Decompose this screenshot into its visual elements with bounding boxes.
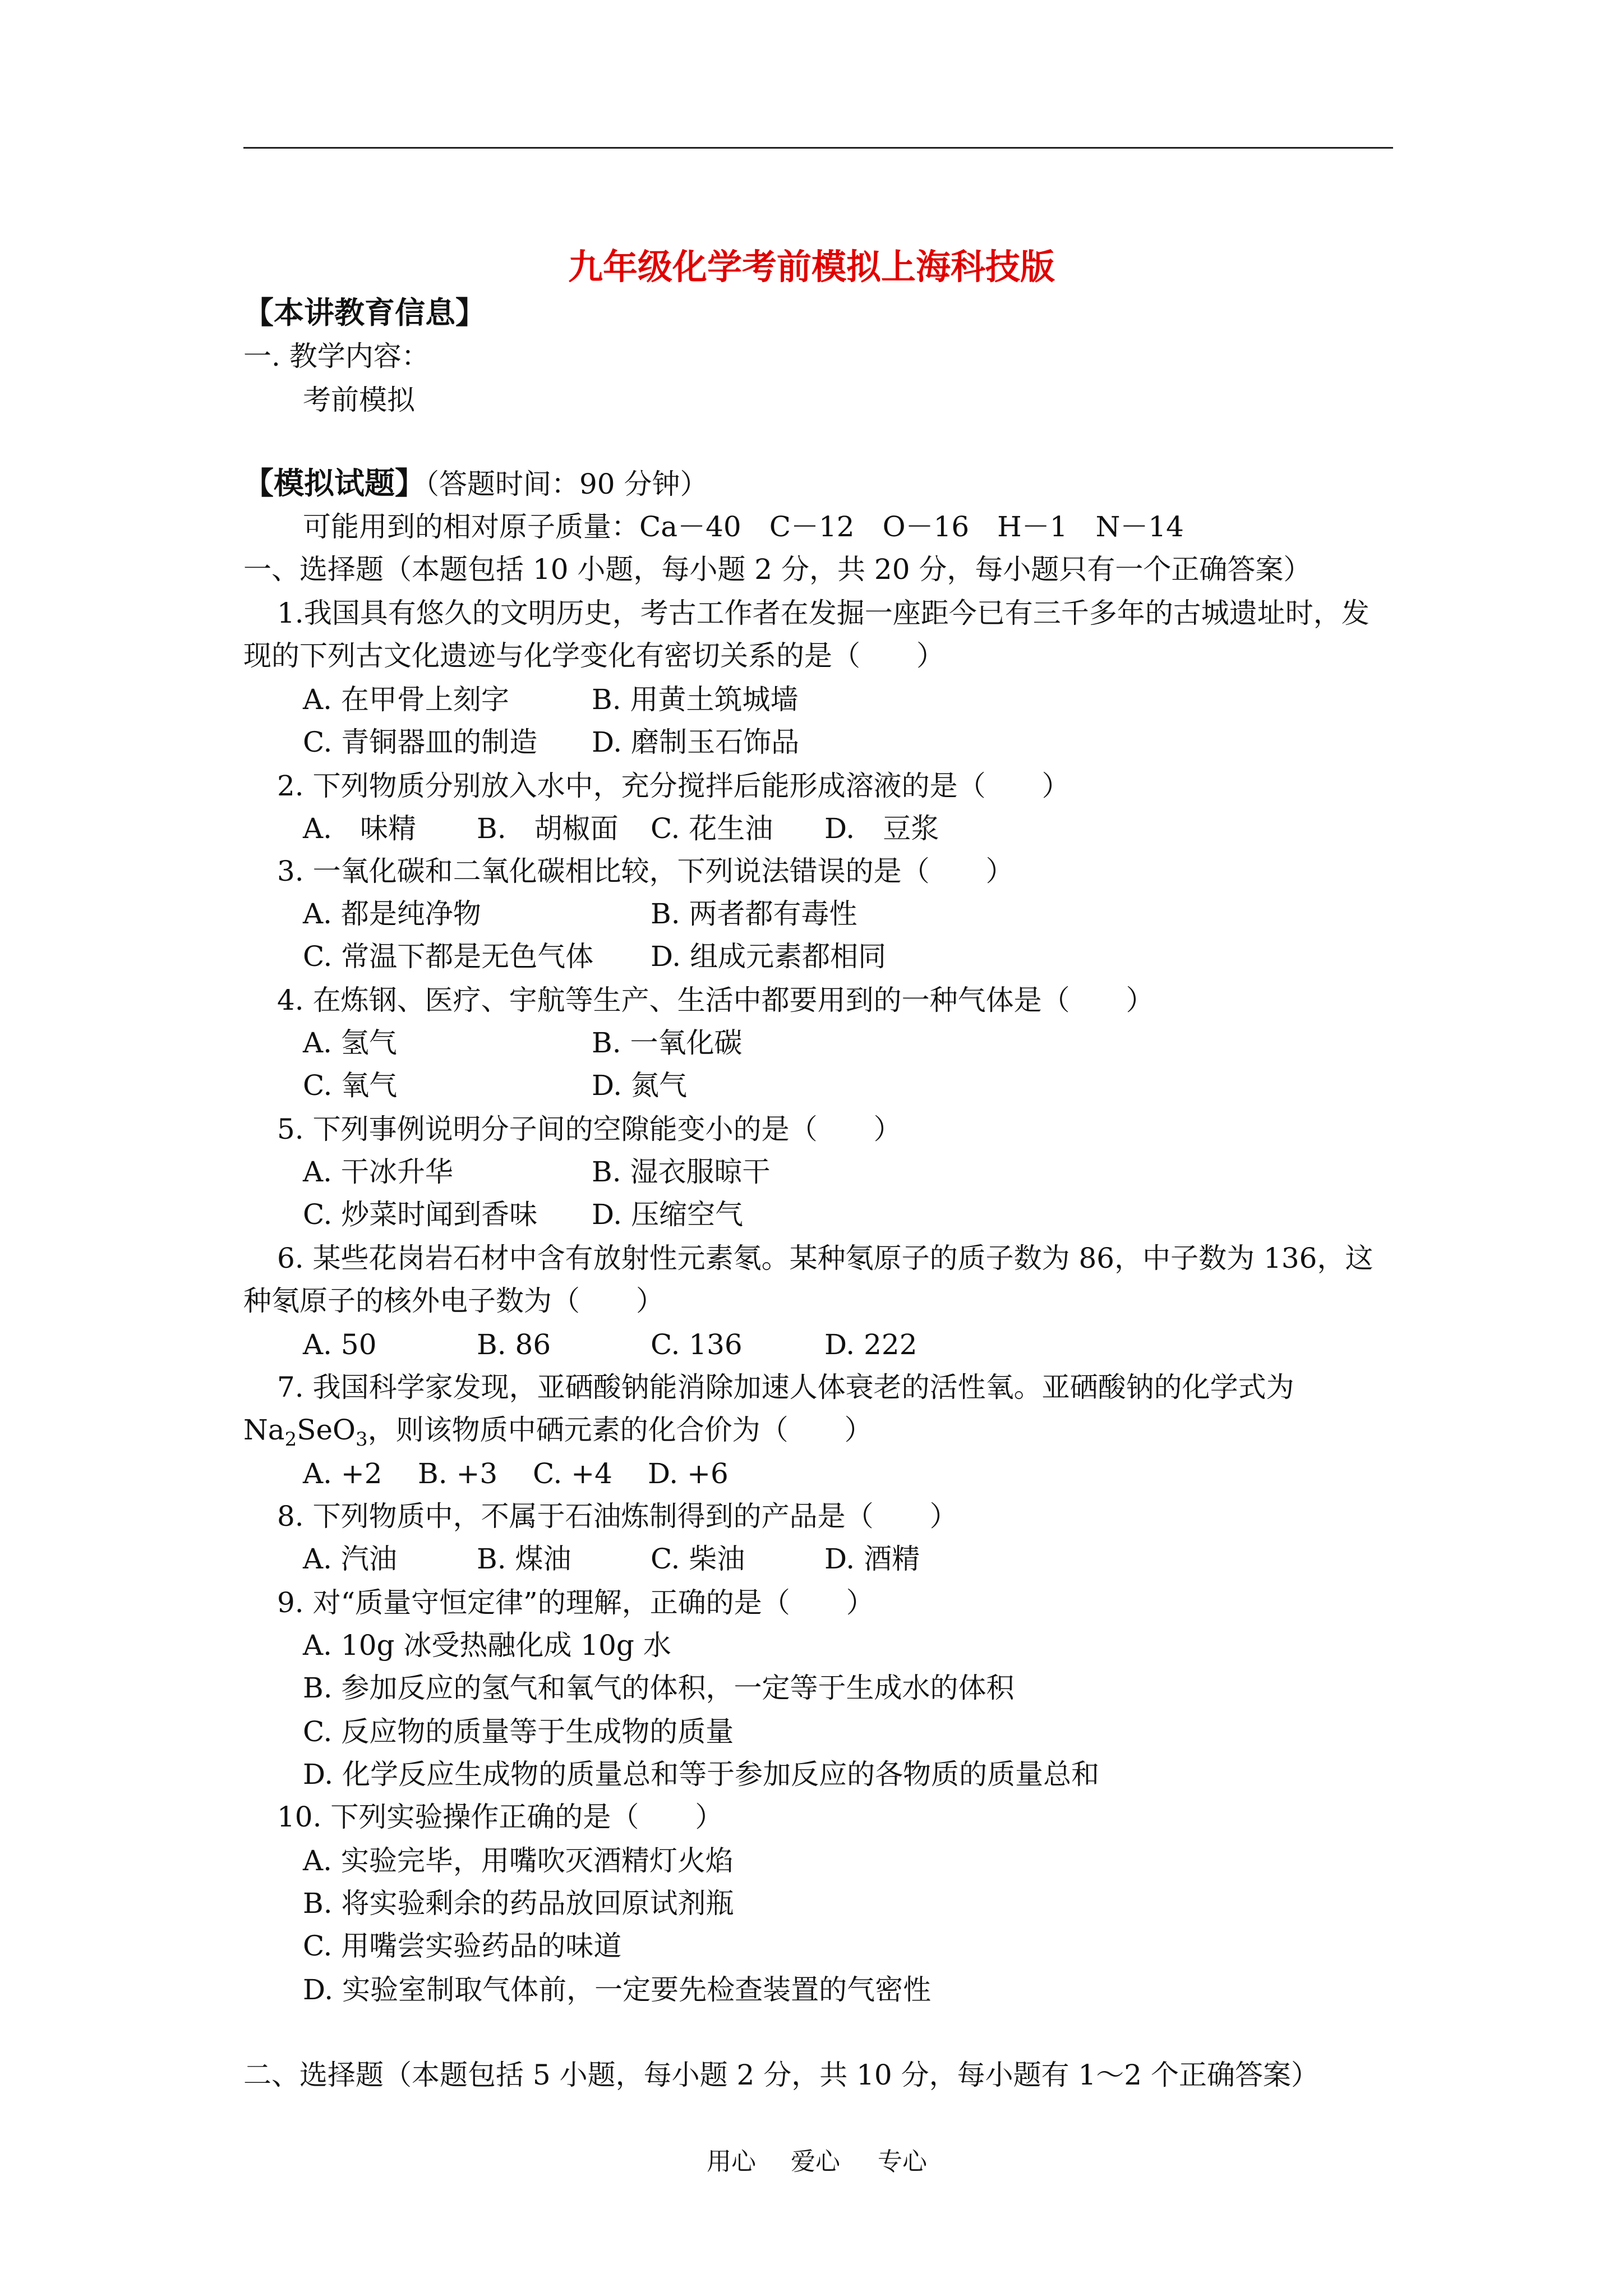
option-c: C. 反应物的质量等于生成物的质量 [303,1715,734,1748]
question-8: 8. 下列物质中，不属于石油炼制得到的产品是（ ） [277,1500,958,1533]
question-10: 10. 下列实验操作正确的是（ ） [277,1801,723,1833]
option-c: C. 青铜器皿的制造 [303,726,538,758]
question-1-options-row-2 [303,723,1368,762]
content-value: 考前模拟 [303,384,415,416]
option-d: D. 磨制玉石饰品 [592,726,800,758]
atomic-masses: 可能用到的相对原子质量：Ca－40 C－12 O－16 H－1 N－14 [303,510,1184,543]
option-c: C. 136 [651,1328,743,1361]
option-c: C. 炒菜时闻到香味 [303,1198,538,1231]
option-a: A. 都是纯净物 [303,898,481,930]
question-7-options [303,1454,1368,1493]
question-4: 4. 在炼钢、医疗、宇航等生产、生活中都要用到的一种气体是（ ） [277,984,1154,1016]
formula-seo: SeO [297,1414,356,1446]
option-d: D. 酒精 [824,1543,920,1575]
question-3: 3. 一氧化碳和二氧化碳相比较，下列说法错误的是（ ） [277,855,1014,887]
option-c: C. 用嘴尝实验药品的味道 [303,1930,622,1962]
content-label: 一. 教学内容： [243,340,430,372]
option-c: C. +4 [533,1457,612,1490]
option-b: B. 用黄土筑城墙 [592,683,799,716]
formula-subscript-3: 3 [356,1428,368,1451]
option-a: A. 干冰升华 [303,1156,453,1188]
question-2-options [303,809,1368,848]
formula-subscript-2: 2 [284,1428,297,1451]
option-a: A. 味精 [303,812,417,845]
option-b: B. 两者都有毒性 [651,898,857,930]
option-b: B. 湿衣服晾干 [592,1156,771,1188]
option-d: D. 组成元素都相同 [651,940,887,973]
question-2: 2. 下列物质分别放入水中，充分搅拌后能形成溶液的是（ ） [277,770,1070,802]
option-a: A. 50 [303,1328,377,1361]
sim-time: （答题时间：90 分钟） [425,468,708,500]
option-d: D. 222 [824,1328,917,1361]
sim-header [243,463,708,504]
section1-heading: 一、选择题（本题包括 10 小题，每小题 2 分，共 20 分，每小题只有一个正确答案） [243,553,1312,586]
question-4-options-row-1 [303,1023,1368,1062]
option-a: A. +2 [303,1457,382,1490]
option-b: B. 一氧化碳 [592,1027,743,1059]
option-d: D. +6 [648,1457,728,1490]
option-b: B. +3 [418,1457,498,1490]
footer-text-3: 专心 [878,2147,927,2176]
sim-heading: 【模拟试题】 [243,465,425,501]
question-6-line-2: 种氡原子的核外电子数为（ ） [243,1285,664,1317]
option-d: D. 压缩空气 [592,1198,744,1231]
option-a: A. 汽油 [303,1543,397,1575]
option-a: A. 氢气 [303,1027,397,1059]
footer-text-2: 爱心 [791,2147,840,2176]
document-title: 九年级化学考前模拟上海科技版 [568,246,1055,287]
question-7-text: ，则该物质中硒元素的化合价为（ ） [367,1414,873,1446]
option-a: A. 实验完毕，用嘴吹灭酒精灯火焰 [303,1844,734,1877]
question-7-line-1: 7. 我国科学家发现，亚硒酸钠能消除加速人体衰老的活性氧。亚硒酸钠的化学式为 [277,1371,1294,1404]
question-3-options-row-2 [303,937,1368,976]
question-6-options [303,1325,1368,1364]
question-7-line-2 [243,1410,873,1459]
option-c: C. 氧气 [303,1069,398,1102]
question-1-line-1: 1.我国具有悠久的文明历史，考古工作者在发掘一座距今已有三千多年的古城遗址时，发 [277,597,1370,629]
option-c: C. 柴油 [651,1543,745,1575]
info-heading: 【本讲教育信息】 [243,295,486,330]
question-1-line-2: 现的下列古文化遗迹与化学变化有密切关系的是（ ） [243,639,944,672]
footer-text-1: 用心 [707,2147,756,2176]
option-a: A. 10g 冰受热融化成 10g 水 [303,1629,671,1662]
question-9: 9. 对“质量守恒定律”的理解，正确的是（ ） [277,1586,874,1619]
option-d: D. 实验室制取气体前，一定要先检查装置的气密性 [303,1973,932,2006]
question-5-options-row-2 [303,1195,1368,1234]
question-5-options-row-1 [303,1152,1368,1191]
question-3-options-row-1 [303,894,1368,933]
option-b: B. 86 [477,1328,551,1361]
header-rule [243,147,1393,149]
question-6-line-1: 6. 某些花岗岩石材中含有放射性元素氡。某种氡原子的质子数为 86，中子数为 136，这 [277,1242,1373,1274]
question-8-options [303,1539,1368,1579]
question-5: 5. 下列事例说明分子间的空隙能变小的是（ ） [277,1113,902,1145]
option-d: D. 化学反应生成物的质量总和等于参加反应的各物质的质量总和 [303,1758,1100,1791]
question-4-options-row-2 [303,1066,1368,1105]
option-b: B. 参加反应的氢气和氧气的体积，一定等于生成水的体积 [303,1672,1015,1704]
option-b: B. 煤油 [477,1543,571,1575]
option-d: D. 氮气 [592,1069,688,1102]
section2-heading: 二、选择题（本题包括 5 小题，每小题 2 分，共 10 分，每小题有 1～2 个正确答案） [243,2059,1320,2091]
option-b: B. 胡椒面 [477,812,619,845]
option-d: D. 豆浆 [824,812,939,845]
option-a: A. 在甲骨上刻字 [303,683,509,716]
question-1-options-row-1 [303,680,1368,719]
formula-na: Na [243,1414,285,1446]
option-b: B. 将实验剩余的药品放回原试剂瓶 [303,1887,734,1920]
option-c: C. 花生油 [651,812,773,845]
option-c: C. 常温下都是无色气体 [303,940,594,973]
